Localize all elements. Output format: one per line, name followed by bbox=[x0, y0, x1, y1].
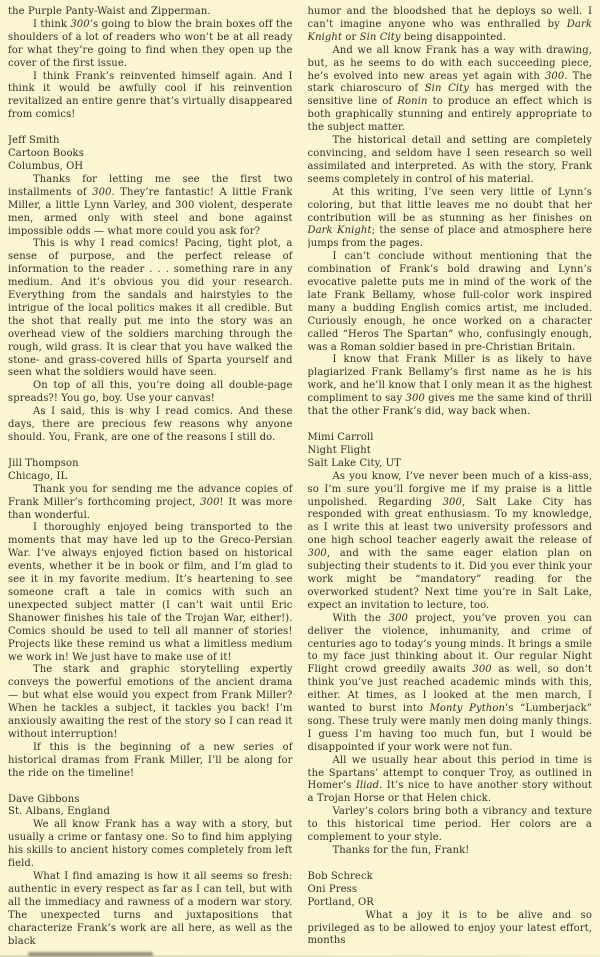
letter-paragraph: Thank you for sending me the advance copies of Frank Miller’s forthcoming project, 300! It was more than wonderful. bbox=[8, 483, 293, 521]
text-column-right bbox=[308, 6, 593, 949]
letter-header-line: Salt Lake City, UT bbox=[307, 457, 401, 469]
letter-header bbox=[8, 794, 293, 820]
letter-paragraph: We all know Frank has a way with a story, but usually a crime or fantasy one. So to find him applying his skills to ancient history comes completely from left field. bbox=[8, 819, 293, 870]
letter-header-line: Portland, OR bbox=[307, 896, 374, 908]
letter-paragraph: the Purple Panty-Waist and Zipperman. bbox=[8, 6, 211, 17]
letter-paragraph: The historical detail and setting are completely convincing, and seldom have I seen research so well assimilated and interpreted. As with the story, Frank seems completely in control of his material. bbox=[307, 135, 592, 185]
letter-header bbox=[8, 135, 293, 174]
letter-header bbox=[308, 871, 593, 910]
letter-paragraph: At this writing, I’ve seen very little of Lynn’s coloring, but that little leaves me no doubt that her contribution will be as stunning as her finishes on Dark Knight; the sense of place and atmosphere here jumps from the pages. bbox=[307, 186, 592, 250]
letter-paragraph: Thanks for letting me see the first two installments of 300. They’re fantastic! A little Frank Miller, a little Lynn Varley, and 300 violent, desperate men, armed only with steel and bone against impossible odds — what more could you ask for? bbox=[8, 173, 293, 237]
letter-paragraph: As I said, this is why I read comics. And these days, there are precious few reasons why anyone should. You, Frank, are one of the reasons I still do. bbox=[8, 406, 293, 443]
letter-paragraph: This is why I read comics! Pacing, tight plot, a sense of purpose, and the perfect release of information to the reader . . . something rare in any medium. And it’s obvious you did your research. Everything from the sandals and hairstyles to the intrigue of the local politics makes it all credible. But the shot that really put me into the story was an overhead view of the soldiers marching through the rough, wild grass. It is clear that you have walked the stone- and grass-covered hills of Sparta yourself and seen what the soldiers would have seen. bbox=[8, 238, 293, 379]
letter-header-line: Chicago, IL bbox=[8, 470, 68, 482]
letter-header bbox=[308, 432, 593, 471]
letter-header-line: Columbus, OH bbox=[8, 160, 84, 172]
letter-paragraph: On top of all this, you’re doing all double-page spreads?! You go, boy. Use your canvas! bbox=[8, 380, 293, 405]
letter-paragraph: If this is the beginning of a new series of historical dramas from Frank Miller, I’ll be along for the ride on the timeline! bbox=[8, 741, 293, 779]
letter-header-line: Bob Schreck bbox=[307, 870, 373, 882]
letter-header-line: St. Albans, England bbox=[8, 806, 110, 818]
letter-paragraph: I think Frank’s reinvented himself again. And I think it would be awfully cool if his reinvention revitalized an entire genre that’s virtually disappeared from comics! bbox=[8, 70, 293, 121]
letter-header-line: Oni Press bbox=[307, 883, 358, 895]
letter-header-line: Dave Gibbons bbox=[8, 793, 80, 805]
text-column-left bbox=[8, 6, 293, 949]
letter-paragraph: I know that Frank Miller is as likely to have plagiarized Frank Bellamy’s first name as he is his work, and he’ll know that I only mean it as the highest compliment to say 300 gives me the same kind of thrill that the other Frank’s did, way back when. bbox=[307, 354, 592, 418]
letter-paragraph: As you know, I’ve never been much of a kiss-ass, so I’m sure you’ll forgive me if my praise is a little unpolished. Regarding 300, Salt Lake City has responded with great enthusiasm. To my knowledge, as I write this at least two university professors and one high school teacher eagerly await the release of 300, and with the same eager elation plan on subjecting their students to it. Did you ever think your work might be “mandatory” reading for the overworked student? Next time you’re in Salt Lake, expect an invitation to lecture, too. bbox=[307, 470, 592, 611]
letter-header-line: Night Flight bbox=[307, 444, 371, 456]
letter-paragraph: All we usually hear about this period in time is the Spartans’ attempt to conquer Troy, as outlined in Homer’s Iliad. It’s nice to have another story without a Trojan Horse or that Helen chick. bbox=[307, 754, 592, 805]
letter-paragraph: And we all know Frank has a way with drawing, but, as he seems to do with each succeeding piece, he’s evolved into new areas yet again with 300. The stark chiaroscuro of Sin City has merged with the sensitive line of Ronin to produce an effect which is both graphically stunning and entirely appropriate to the subject matter. bbox=[307, 44, 592, 134]
letter-paragraph: I thoroughly enjoyed being transported to the moments that may have led up to the Greco-Persian War. I’ve always enjoyed fiction based on historical events, whether it be in book or film, and I’m glad to see it in my favorite medium. It’s heartening to see someone craft a tale in comics with such an unexpected subject matter (I can’t wait until Eric Shanower finishes his tale of the Trojan War, either!). Comics should be used to tell all manner of stories! Projects like these remind us what a limitless medium we work in! We just have to make use of it! bbox=[8, 522, 293, 663]
letter-paragraph: With the 300 project, you’ve proven you can deliver the violence, inhumanity, and crime of centuries ago to today’s young minds. It brings a smile to my face just thinking about it. Our regular Night Flight crowd greedily awaits 300 as well, so don’t think you’ve just reached academic minds with this, either. At times, as I looked at the men march, I wanted to burst into Monty Python’s “Lumberjack” song. These truly were manly men doing manly things. I guess I’m having too much fun, but I would be disappointed if your work were not fun. bbox=[307, 612, 592, 753]
letter-paragraph: humor and the bloodshed that he deploys so well. I can’t imagine anyone who was enthralled by Dark Knight or Sin City being disappointed. bbox=[307, 6, 592, 43]
letter-header-line: Cartoon Books bbox=[8, 148, 84, 160]
letter-paragraph: I think 300’s going to blow the brain boxes off the shoulders of a lot of readers who won’t be at all ready for what they’re going to find when they open up the cover of the first issue. bbox=[8, 18, 293, 69]
letter-header-line: Jeff Smith bbox=[8, 135, 60, 147]
letter-paragraph: What a joy it is to be alive and so privileged as to be allowed to enjoy your latest effort, months bbox=[307, 909, 592, 947]
letter-paragraph: Varley’s colors bring both a vibrancy and texture to this historical time period. Her colors are a complement to your style. bbox=[307, 806, 592, 844]
letter-header bbox=[8, 458, 293, 484]
letter-header-line: Mimi Carroll bbox=[307, 432, 374, 443]
letter-paragraph: I can’t conclude without mentioning that the combination of Frank’s bold drawing and Lynn’s evocative palette puts me in mind of the work of the late Frank Bellamy, whose full-color work inspired many a budding English comics artist, me included. Curiously enough, he once worked on a character called “Heros The Spartan” who, confusingly enough, was a Roman soldier based in pre-Christian Britain. bbox=[307, 251, 592, 353]
letter-header-line: Jill Thompson bbox=[8, 457, 79, 469]
letter-paragraph: Thanks for the fun, Frank! bbox=[332, 845, 470, 856]
letter-paragraph: The stark and graphic storytelling expertly conveys the powerful emotions of the ancient drama — but what else would you expect from Frank Miller? When he tackles a subject, it tackles you back! I’m anxiously awaiting the rest of the story so I can read it without interruption! bbox=[8, 664, 293, 740]
letter-paragraph: What I find amazing is how it all seems so fresh: authentic in every respect as far as I can tell, but with all the immediacy and rawness of a modern war story. The unexpected turns and juxtapositions that characterize Frank’s work are all here, as well as the black bbox=[8, 871, 293, 947]
